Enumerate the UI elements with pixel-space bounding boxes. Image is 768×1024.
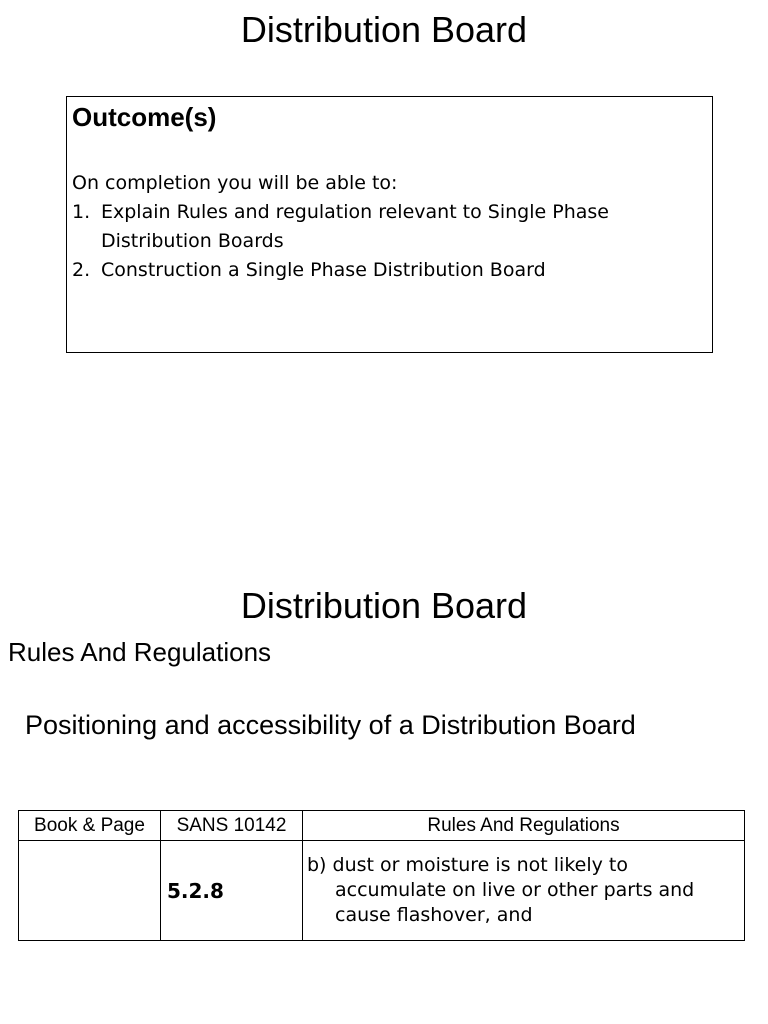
cell-clause: 5.2.8 <box>161 841 303 941</box>
table-header-row <box>19 811 745 841</box>
outcome-intro: On completion you will be able to: <box>72 172 398 194</box>
slide-title: Distribution Board <box>240 9 528 50</box>
outcome-heading: Outcome(s) <box>72 102 217 132</box>
cell-book-page <box>19 841 161 941</box>
outcome-item <box>72 256 692 285</box>
header-book-page: Book & Page <box>19 811 161 841</box>
slide-title: Distribution Board <box>240 585 528 626</box>
table-row <box>19 841 745 941</box>
section-heading: Rules And Regulations <box>8 637 272 667</box>
outcome-list <box>72 198 692 285</box>
outcome-box <box>66 96 713 353</box>
header-rules: Rules And Regulations <box>303 811 745 841</box>
header-sans: SANS 10142 <box>161 811 303 841</box>
subsection-heading: Positioning and accessibility of a Distribution Board <box>25 710 636 740</box>
outcome-number: 1. <box>72 201 91 223</box>
cell-rule: b) dust or moisture is not likely to accumulate on live or other parts and cause flashover, and <box>303 841 745 941</box>
outcome-number: 2. <box>72 259 91 281</box>
outcome-text: Explain Rules and regulation relevant to Single Phase Distribution Boards <box>101 201 609 252</box>
outcome-text: Construction a Single Phase Distribution Board <box>101 259 546 281</box>
outcome-item <box>72 198 692 256</box>
rules-table <box>18 810 745 941</box>
